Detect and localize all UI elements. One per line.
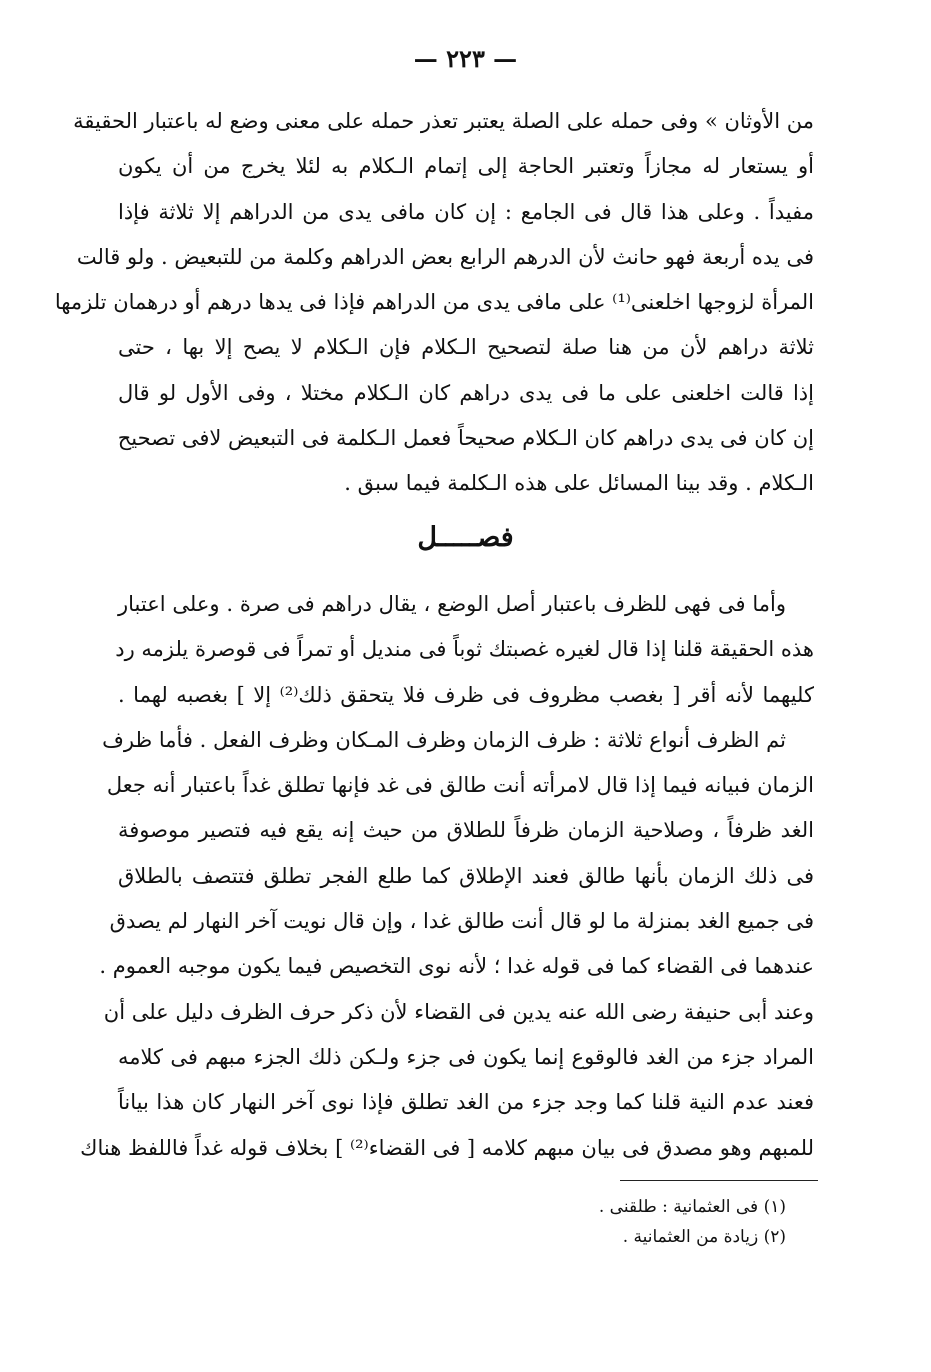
text-line: فعند عدم النية قلنا كما وجد جزء من الغد تطلق فإذا نوى آخر النهار كان هذا بياناً	[118, 1090, 814, 1115]
text-line: فى يده أربعة فهو حانث لأن الدرهم الرابع بعض الدراهم وكلمة من للتبعيض . ولو قالت	[76, 244, 814, 269]
paragraph-block-1	[54, 99, 814, 507]
text-line: عندهما فى القضاء كما فى قوله غدا ؛ لأنه نوى التخصيص فيما يكون موجبه العموم .	[99, 954, 814, 979]
footnote: (١) فى العثمانية : طلقنى .	[598, 1197, 786, 1217]
text-line: كليهما لأنه أقر [ بغصب مظروف فى ظرف فلا يتحقق ذلك⁽²⁾ إلا ] بغصبه لهما .	[118, 682, 814, 707]
text-line: من الأوثان » وفى حمله على الصلة يعتبر تعذر حمله على معنى وضع له باعتبار الحقيقة	[73, 109, 814, 133]
footnote: (٢) زيادة من العثمانية .	[622, 1227, 786, 1247]
text-line: إن كان فى يدى دراهم كان الـكلام صحيحاً فعمل الـكلمة فى التبعيض لافى تصحيح	[117, 426, 814, 451]
text-line: المرأة لزوجها اخلعنى⁽¹⁾ على مافى يدى من الدراهم فإذا فى يدها درهم أو درهمان تلزمها	[54, 290, 814, 315]
footnotes	[500, 1192, 786, 1252]
section-heading: فصـــــل	[417, 522, 514, 553]
text-line: فى جميع الغد بمنزلة ما لو قال أنت طالق غدا ، وإن قال نويت آخر النهار لم يصدق	[109, 909, 814, 934]
text-line: هذه الحقيقة قلنا إذا قال لغيره غصبتك ثوباً فى منديل أو تمراً فى قوصرة يلزمه رد	[115, 637, 814, 662]
text-line: إذا قالت اخلعنى على ما فى يدى دراهم كان الـكلام مختلا ، وفى الأول لو قال	[118, 380, 814, 405]
text-line: مفيداً . وعلى هذا قال فى الجامع : إن كان مافى يدى من الدراهم إلا ثلاثة فإذا	[118, 199, 814, 224]
text-line: الغد ظرفاً ، وصلاحية الزمان ظرفاً للطلاق من حيث إنه يقع فيه فتصير موصوفة	[118, 818, 814, 843]
page-number: — ٢٢٣ —	[413, 44, 518, 73]
text-line: وعند أبى حنيفة رضى الله عنه يدين فى القضاء لأن ذكر حرف الظرف دليل على أن	[103, 999, 814, 1024]
text-line: أو يستعار له مجازاً وتعتبر الحاجة إلى إتمام الـكلام به لئلا يخرج من أن يكون	[118, 154, 814, 179]
text-line: وأما فى فهى للظرف باعتبار أصل الوضع ، يقال دراهم فى صرة . وعلى اعتبار	[118, 592, 786, 616]
text-line: الزمان فبيانه فيما إذا قال لامرأته أنت طالق فى غد فإنها تطلق غداً باعتبار أنه جعل	[106, 773, 814, 798]
text-line: ثم الظرف أنواع ثلاثة : ظرف الزمان وظرف المـكان وظرف الفعل . فأما ظرف	[102, 727, 786, 752]
text-line: المراد جزء من الغد فالوقوع إنما يكون فى جزء ولـكن ذلك الجزء مبهم فى كلامه	[118, 1044, 814, 1069]
text-line: فى ذلك الزمان بأنها طالق فعند الإطلاق كما طلع الفجر تطلق فتتصف بالطلاق	[118, 863, 814, 888]
text-line: الـكلام . وقد بينا المسائل على هذه الـكلمة فيما سبق .	[344, 471, 814, 496]
footnote-divider	[620, 1180, 818, 1181]
paragraph-block-2	[80, 582, 814, 1171]
text-line: للمبهم وهو مصدق فى بيان مبهم كلامه [ فى القضاء⁽²⁾ ] بخلاف قوله غداً فاللفظ هناك	[80, 1135, 814, 1160]
text-line: ثلاثة دراهم لأن من هنا صلة لتصحيح الـكلام فإن الـكلام لا يصح إلا بها ، حتى	[118, 335, 814, 360]
